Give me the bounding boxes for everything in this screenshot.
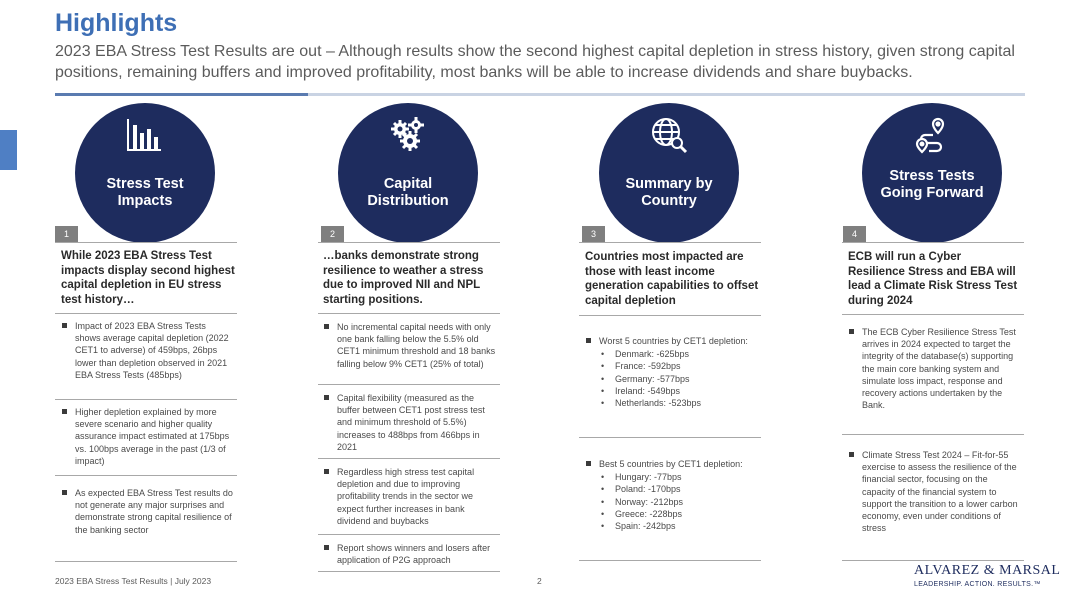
sublist-item: • Greece: -228bps — [599, 508, 759, 520]
bullet-rule — [55, 399, 237, 400]
circle-title: Stress Test Impacts — [106, 176, 184, 209]
bullet-item — [848, 326, 1018, 411]
section-number: 3 — [582, 226, 605, 242]
bullet-rule — [579, 437, 761, 438]
bullet-intro: Worst 5 countries by CET1 depletion: — [599, 336, 748, 346]
bullet-marker — [62, 323, 67, 328]
bullet-text: Climate Stress Test 2024 – Fit-for-55 exercise to assess the resilience of the financial sector, focusing on the capacity of the financial system to support the transition to a lower carbon economy, even under conditions of stress — [862, 450, 1018, 534]
logo-name: ALVAREZ & MARSAL — [914, 563, 1061, 578]
company-logo — [914, 563, 1064, 588]
sublist — [599, 471, 759, 532]
bullet-text: No incremental capital needs with only one bank falling below the 5.5% old CET1 minimum threshold and 18 banks falling below 9% CET1 (25% of total) — [337, 322, 496, 369]
bullet-marker — [324, 395, 329, 400]
bullet-text: Higher depletion explained by more severe scenario and higher quality assurance impact estimated at 175bps vs. 100bps average in the past (1/3 of impact) — [75, 407, 230, 466]
bullet-rule — [318, 534, 500, 535]
bullet-intro: Best 5 countries by CET1 depletion: — [599, 459, 743, 469]
sublist-item: • Norway: -212bps — [599, 496, 759, 508]
circle-title: Summary by Country — [625, 176, 713, 209]
bar-chart-icon — [125, 115, 165, 155]
bullet-item — [323, 392, 497, 453]
bullet-rule — [55, 561, 237, 562]
bullet-group — [585, 458, 759, 532]
bullet-marker — [62, 409, 67, 414]
bullet-marker — [324, 324, 329, 329]
globe-search-icon — [649, 115, 689, 155]
sublist-item: • Poland: -170bps — [599, 483, 759, 495]
route-pin-icon — [912, 115, 952, 155]
bullet-marker — [586, 338, 591, 343]
bullet-text: Impact of 2023 EBA Stress Tests shows average capital depletion (2022 CET1 to adverse) of 459bps, 26bps lower than depletion observed in 2021 EBA Stress Tests (485bps) — [75, 321, 229, 380]
section-rule — [842, 242, 1024, 243]
bullet-rule — [842, 434, 1024, 435]
sublist-item: • Ireland: -549bps — [599, 385, 759, 397]
circle-stress-test-impacts — [75, 103, 215, 243]
circle-capital-distribution — [338, 103, 478, 243]
page-subtitle: 2023 EBA Stress Test Results are out – Although results show the second highest capital depletion in stress history, given strong capital positions, remaining buffers and improved profitability, most banks will be able to increase dividends and share buybacks. — [55, 43, 1015, 81]
bullet-text: Report shows winners and losers after application of P2G approach — [337, 543, 491, 566]
circle-summary-by-country — [599, 103, 739, 243]
bullet-item — [61, 320, 233, 381]
bullet-text: Regardless high stress test capital depletion and due to improving profitability trends in the sector we expect further increases in bank dividend and buybacks — [337, 467, 475, 526]
circle-title: Capital Distribution — [367, 176, 449, 209]
logo-tagline: LEADERSHIP. ACTION. RESULTS.™ — [914, 581, 1041, 588]
bullet-marker — [586, 461, 591, 466]
page-title: Highlights — [55, 9, 178, 37]
bullet-item — [323, 321, 497, 370]
side-tab-marker — [0, 130, 17, 170]
circle-title: Stress Tests Going Forward — [880, 168, 984, 201]
bullet-rule — [55, 475, 237, 476]
section-number: 1 — [55, 226, 78, 242]
sublist-item: • Germany: -577bps — [599, 373, 759, 385]
bullet-group — [585, 335, 759, 409]
sublist-item: • Netherlands: -523bps — [599, 397, 759, 409]
sublist-item: • France: -592bps — [599, 360, 759, 372]
column-heading: ECB will run a Cyber Resilience Stress and EBA will lead a Climate Risk Stress Test during 2024 — [848, 251, 1018, 307]
section-rule — [55, 242, 237, 243]
heading-rule — [55, 313, 237, 314]
bullet-marker — [62, 490, 67, 495]
circle-stress-tests-going-forward — [862, 103, 1002, 243]
sublist-item: • Spain: -242bps — [599, 520, 759, 532]
bullet-text: Capital flexibility (measured as the buffer between CET1 post stress test and minimum threshold of 5.5%) increases to 488bps from 466bps in 2021 — [337, 393, 485, 452]
column-heading: While 2023 EBA Stress Test impacts display second highest capital depletion in EU stress test history… — [61, 250, 235, 306]
bullet-rule — [318, 571, 500, 572]
bullet-item — [61, 406, 233, 467]
page-number: 2 — [537, 576, 542, 586]
gears-icon — [388, 115, 428, 155]
section-number: 4 — [843, 226, 866, 242]
header-divider-accent — [55, 93, 308, 96]
bullet-rule — [842, 560, 1024, 561]
bullet-text: The ECB Cyber Resilience Stress Test arrives in 2024 expected to target the integrity of the database(s) supporting the main core banking system and simulate loss impact, response and recovery actions undertaken by the Bank. — [862, 327, 1016, 411]
bullet-marker — [324, 469, 329, 474]
bullet-text: As expected EBA Stress Test results do not generate any major surprises and demonstrate strong capital resilience of the banking sector — [75, 488, 233, 535]
bullet-rule — [579, 560, 761, 561]
bullet-item — [323, 466, 497, 527]
sublist-item: • Hungary: -77bps — [599, 471, 759, 483]
bullet-marker — [849, 452, 854, 457]
bullet-item — [323, 542, 497, 566]
section-rule — [579, 242, 761, 243]
bullet-marker — [324, 545, 329, 550]
bullet-rule — [318, 384, 500, 385]
heading-rule — [842, 314, 1024, 315]
footer-text: 2023 EBA Stress Test Results | July 2023 — [55, 576, 212, 586]
bullet-item — [848, 449, 1018, 534]
heading-rule — [318, 313, 500, 314]
bullet-item — [61, 487, 233, 536]
bullet-marker — [849, 329, 854, 334]
column-heading: Countries most impacted are those with least income generation capabilities to offset capital depletion — [585, 251, 759, 307]
section-number: 2 — [321, 226, 344, 242]
bullet-rule — [318, 458, 500, 459]
section-rule — [318, 242, 500, 243]
sublist — [599, 348, 759, 409]
heading-rule — [579, 315, 761, 316]
sublist-item: • Denmark: -625bps — [599, 348, 759, 360]
column-heading: …banks demonstrate strong resilience to weather a stress due to improved NII and NPL starting positions. — [323, 250, 484, 306]
